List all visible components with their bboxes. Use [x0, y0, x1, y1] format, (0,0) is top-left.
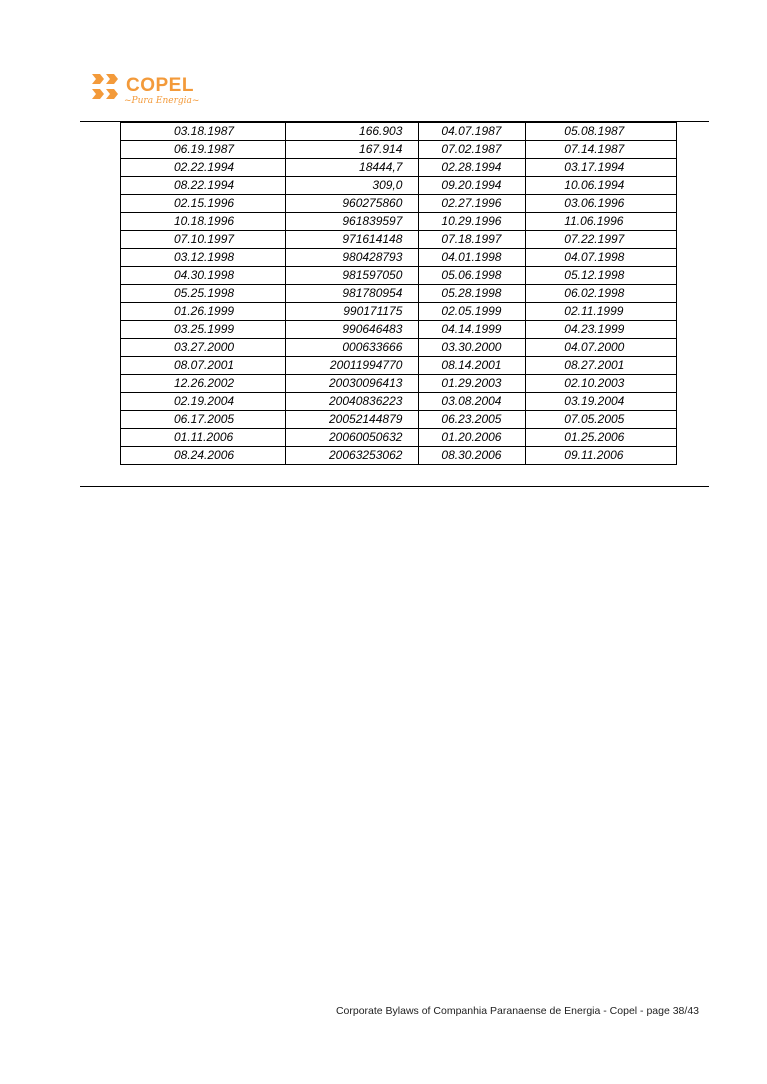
table-cell: 08.07.2001 [121, 357, 286, 375]
table-row [121, 303, 677, 321]
dates-table [120, 122, 677, 465]
table-cell: 01.20.2006 [419, 429, 526, 447]
table-cell: 20030096413 [285, 375, 419, 393]
table-cell: 000633666 [285, 339, 419, 357]
table-cell: 07.22.1997 [526, 231, 677, 249]
table-cell: 03.06.1996 [526, 195, 677, 213]
table-cell: 10.06.1994 [526, 177, 677, 195]
table-row [121, 141, 677, 159]
table-cell: 02.10.2003 [526, 375, 677, 393]
table-row [121, 249, 677, 267]
table-cell: 08.22.1994 [121, 177, 286, 195]
table-cell: 07.10.1997 [121, 231, 286, 249]
table-cell: 166.903 [285, 123, 419, 141]
table-cell: 10.18.1996 [121, 213, 286, 231]
table-cell: 20052144879 [285, 411, 419, 429]
table-cell: 06.02.1998 [526, 285, 677, 303]
table-cell: 04.07.1987 [419, 123, 526, 141]
table-cell: 10.29.1996 [419, 213, 526, 231]
table-cell: 07.14.1987 [526, 141, 677, 159]
table-row [121, 267, 677, 285]
table-cell: 02.11.1999 [526, 303, 677, 321]
table-cell: 08.24.2006 [121, 447, 286, 465]
table-cell: 01.11.2006 [121, 429, 286, 447]
table-cell: 309,0 [285, 177, 419, 195]
table-cell: 03.18.1987 [121, 123, 286, 141]
table-row [121, 447, 677, 465]
table-cell: 08.30.2006 [419, 447, 526, 465]
table-cell: 02.15.1996 [121, 195, 286, 213]
table-cell: 990171175 [285, 303, 419, 321]
table-cell: 05.06.1998 [419, 267, 526, 285]
table-cell: 03.08.2004 [419, 393, 526, 411]
table-cell: 01.25.2006 [526, 429, 677, 447]
table-cell: 07.05.2005 [526, 411, 677, 429]
table-cell: 960275860 [285, 195, 419, 213]
table-cell: 20011994770 [285, 357, 419, 375]
table-cell: 06.17.2005 [121, 411, 286, 429]
table-row [121, 429, 677, 447]
table-cell: 02.05.1999 [419, 303, 526, 321]
table-cell: 167.914 [285, 141, 419, 159]
table-cell: 04.14.1999 [419, 321, 526, 339]
table-cell: 07.18.1997 [419, 231, 526, 249]
table-row [121, 213, 677, 231]
table-row [121, 159, 677, 177]
table-row [121, 393, 677, 411]
table-body [121, 123, 677, 465]
table-cell: 04.23.1999 [526, 321, 677, 339]
table-cell: 06.19.1987 [121, 141, 286, 159]
table-cell: 01.26.1999 [121, 303, 286, 321]
table-cell: 04.30.1998 [121, 267, 286, 285]
table-cell: 07.02.1987 [419, 141, 526, 159]
table-row [121, 357, 677, 375]
table-cell: 01.29.2003 [419, 375, 526, 393]
bottom-rule [80, 486, 709, 487]
table-cell: 11.06.1996 [526, 213, 677, 231]
table-cell: 03.17.1994 [526, 159, 677, 177]
table-cell: 06.23.2005 [419, 411, 526, 429]
table-cell: 02.22.1994 [121, 159, 286, 177]
table-cell: 981597050 [285, 267, 419, 285]
table-row [121, 285, 677, 303]
table-row [121, 123, 677, 141]
table-cell: 971614148 [285, 231, 419, 249]
table-cell: 04.07.1998 [526, 249, 677, 267]
table-cell: 05.28.1998 [419, 285, 526, 303]
table-cell: 03.27.2000 [121, 339, 286, 357]
table-row [121, 321, 677, 339]
table-cell: 18444,7 [285, 159, 419, 177]
table-cell: 961839597 [285, 213, 419, 231]
table-cell: 04.01.1998 [419, 249, 526, 267]
table-row [121, 375, 677, 393]
table-cell: 09.20.1994 [419, 177, 526, 195]
table-cell: 12.26.2002 [121, 375, 286, 393]
table-cell: 02.27.1996 [419, 195, 526, 213]
table-cell: 20040836223 [285, 393, 419, 411]
table-cell: 08.27.2001 [526, 357, 677, 375]
table-cell: 09.11.2006 [526, 447, 677, 465]
page-footer: Corporate Bylaws of Companhia Paranaense de Energia - Copel - page 38/43 [335, 1005, 699, 1017]
table-row [121, 231, 677, 249]
table-cell: 08.14.2001 [419, 357, 526, 375]
table-cell: 03.19.2004 [526, 393, 677, 411]
table-cell: 05.12.1998 [526, 267, 677, 285]
table-row [121, 195, 677, 213]
table-cell: 05.08.1987 [526, 123, 677, 141]
table-cell: 03.30.2000 [419, 339, 526, 357]
table-cell: 05.25.1998 [121, 285, 286, 303]
table-cell: 02.28.1994 [419, 159, 526, 177]
logo-wordmark: COPEL [126, 75, 194, 96]
table-row [121, 177, 677, 195]
table-cell: 03.12.1998 [121, 249, 286, 267]
table-cell: 20063253062 [285, 447, 419, 465]
copel-logo [90, 70, 200, 110]
table-cell: 02.19.2004 [121, 393, 286, 411]
logo-tagline: ~Pura Energia~ [124, 96, 200, 106]
table-cell: 980428793 [285, 249, 419, 267]
table-cell: 20060050632 [285, 429, 419, 447]
table-cell: 990646483 [285, 321, 419, 339]
table-cell: 981780954 [285, 285, 419, 303]
table-row [121, 411, 677, 429]
table-row [121, 339, 677, 357]
copel-logo-icon [90, 72, 120, 102]
table-cell: 03.25.1999 [121, 321, 286, 339]
table-cell: 04.07.2000 [526, 339, 677, 357]
